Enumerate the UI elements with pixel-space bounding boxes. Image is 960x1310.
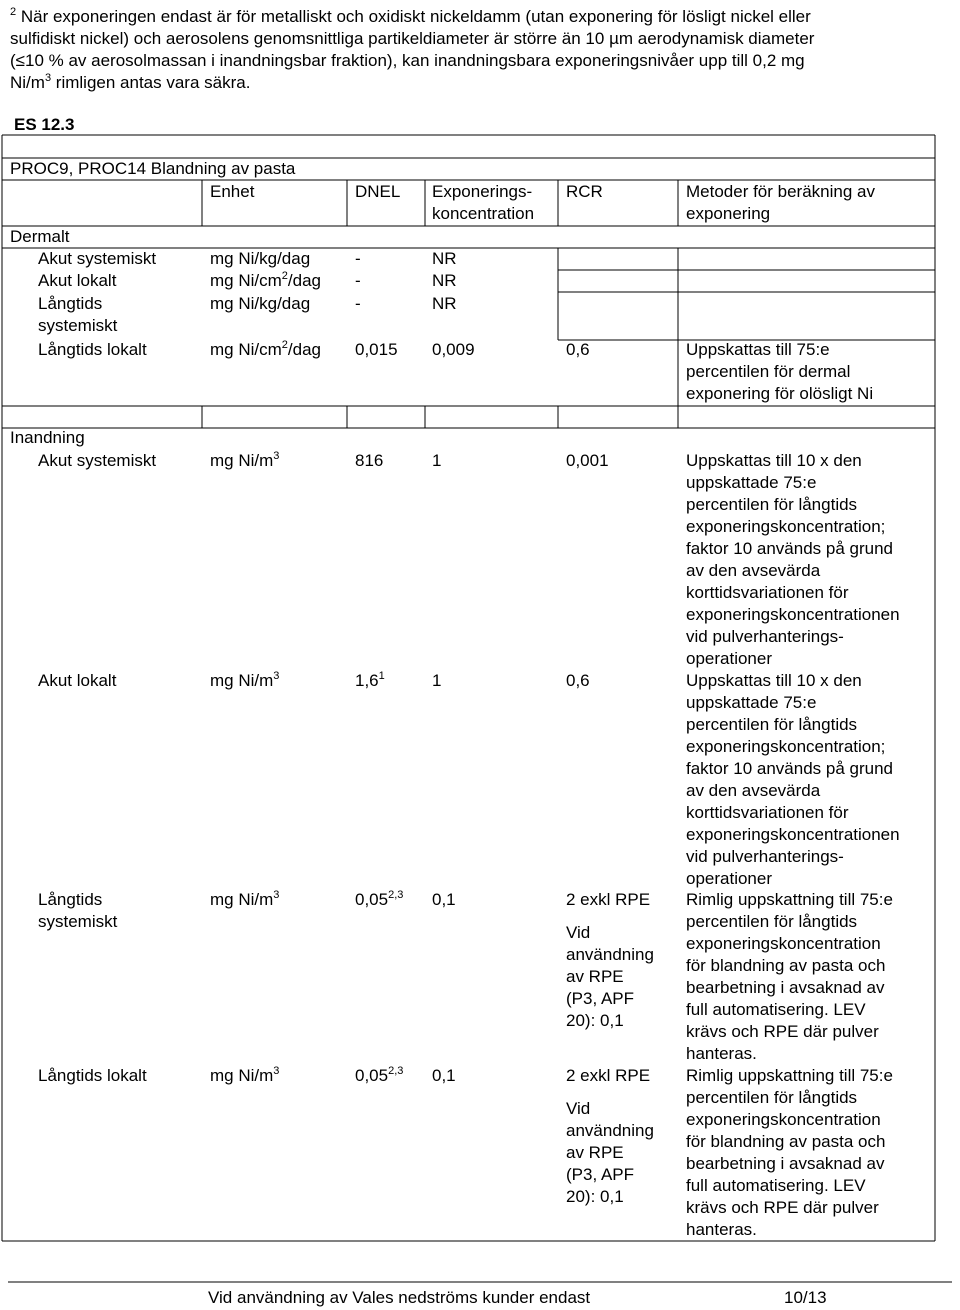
method-line: Rimlig uppskattning till 75:e — [686, 1066, 893, 1085]
method-line: uppskattade 75:e — [686, 693, 817, 712]
dnel-footnote-ref: 1 — [378, 670, 385, 682]
rcr-line: (P3, APF — [566, 989, 635, 1008]
unit-base: mg Ni/m — [210, 1066, 274, 1085]
es-title: ES 12.3 — [14, 115, 75, 134]
dermal-row-conc: NR — [432, 294, 457, 313]
section-dermal: Dermalt — [10, 227, 70, 246]
method-line: full automatisering. LEV — [686, 1000, 866, 1019]
inhalation-row-conc: 1 — [432, 671, 442, 690]
method-line: korttidsvariationen för — [686, 583, 849, 602]
unit-base: mg Ni/cm — [210, 271, 282, 290]
dermal-row-dnel: 0,015 — [355, 340, 398, 359]
inhalation-row-rcr: 0,6 — [566, 671, 590, 690]
inhalation-row-name-2: systemiskt — [38, 912, 118, 931]
footnote-text-1: När exponeringen endast är för metalliskt och oxidiskt nickeldamm (utan exponering för lösligt nickel eller — [20, 7, 811, 26]
method-line: för blandning av pasta och — [686, 956, 886, 975]
header-concentration-2: koncentration — [432, 204, 535, 223]
method-line: för blandning av pasta och — [686, 1132, 886, 1151]
method-line: korttidsvariationen för — [686, 803, 849, 822]
method-line: bearbetning i avsaknad av — [686, 978, 885, 997]
method-line: exponering för olösligt Ni — [686, 384, 874, 403]
unit-base: mg Ni/m — [210, 890, 274, 909]
inhalation-row-name: Akut systemiskt — [38, 451, 157, 470]
method-line: vid pulverhanterings- — [686, 847, 844, 866]
inhalation-row-rcr: 0,001 — [566, 451, 609, 470]
unit-sup: 3 — [273, 450, 280, 462]
method-line: operationer — [686, 869, 773, 888]
dermal-row-conc: 0,009 — [432, 340, 475, 359]
method-line: bearbetning i avsaknad av — [686, 1154, 885, 1173]
method-line: exponeringskoncentration — [686, 934, 881, 953]
unit-sup: 2 — [281, 270, 288, 282]
footnote-line-2: sulfidiskt nickel) och aerosolens genomsnittliga partikeldiameter är större än 10 µm aerodynamisk diameter — [10, 29, 815, 48]
method-line: krävs och RPE där pulver — [686, 1022, 879, 1041]
dermal-row-conc: NR — [432, 249, 457, 268]
unit-base: mg Ni/m — [210, 451, 274, 470]
header-method-1: Metoder för beräkning av — [686, 182, 875, 201]
rcr-line: av RPE — [566, 1143, 624, 1162]
method-line: percentilen för långtids — [686, 495, 858, 514]
method-line: operationer — [686, 649, 773, 668]
method-line: full automatisering. LEV — [686, 1176, 866, 1195]
dermal-row-dnel: - — [355, 294, 361, 313]
method-line: percentilen för långtids — [686, 912, 858, 931]
dnel-value: 1,6 — [355, 671, 379, 690]
method-line: Uppskattas till 75:e — [686, 340, 830, 359]
inhalation-row-dnel: 816 — [355, 451, 384, 470]
method-line: hanteras. — [686, 1220, 757, 1239]
method-line: hanteras. — [686, 1044, 757, 1063]
method-line: faktor 10 används på grund — [686, 539, 893, 558]
method-line: av den avsevärda — [686, 781, 821, 800]
dnel-footnote-ref: 2,3 — [388, 889, 404, 901]
unit-tail: /dag — [287, 271, 321, 290]
dermal-row-conc: NR — [432, 271, 457, 290]
unit-sup: 2 — [281, 339, 288, 351]
rcr-line: 2 exkl RPE — [566, 1066, 651, 1085]
inhalation-row-name: Akut lokalt — [38, 671, 117, 690]
rcr-line: 2 exkl RPE — [566, 890, 651, 909]
method-line: percentilen för långtids — [686, 715, 858, 734]
dermal-row-rcr: 0,6 — [566, 340, 590, 359]
method-line: exponeringskoncentration — [686, 1110, 881, 1129]
inhalation-row-name: Långtids lokalt — [38, 1066, 147, 1085]
dnel-value: 0,05 — [355, 1066, 389, 1085]
method-line: krävs och RPE där pulver — [686, 1198, 879, 1217]
dermal-row-name: Långtids lokalt — [38, 340, 147, 359]
footnote-marker: 2 — [10, 6, 17, 18]
inhalation-row-name-1: Långtids — [38, 890, 103, 909]
header-concentration-1: Exponerings- — [432, 182, 533, 201]
rcr-line: 20): 0,1 — [566, 1187, 624, 1206]
dnel-value: 0,05 — [355, 890, 389, 909]
rcr-line: Vid — [566, 923, 591, 942]
dermal-row-unit: mg Ni/kg/dag — [210, 294, 311, 313]
header-unit: Enhet — [210, 182, 255, 201]
es-subtitle: PROC9, PROC14 Blandning av pasta — [10, 159, 296, 178]
method-line: exponeringskoncentration; — [686, 737, 886, 756]
dnel-footnote-ref: 2,3 — [388, 1065, 404, 1077]
method-line: exponeringskoncentration; — [686, 517, 886, 536]
rcr-line: användning — [566, 1121, 654, 1140]
unit-base: mg Ni/cm — [210, 340, 282, 359]
footnote-unit-sup: 3 — [44, 72, 52, 84]
footnote-tail: rimligen antas vara säkra. — [51, 73, 251, 92]
dermal-row-name-2: systemiskt — [38, 316, 118, 335]
dermal-row-dnel: - — [355, 271, 361, 290]
inhalation-row-conc: 1 — [432, 451, 442, 470]
method-line: av den avsevärda — [686, 561, 821, 580]
footnote-line-3: (≤10 % av aerosolmassan i inandningsbar fraktion), kan inandningsbara exponeringsnivåer upp till 0,2 mg — [10, 51, 805, 70]
rcr-line: Vid — [566, 1099, 591, 1118]
rcr-line: (P3, APF — [566, 1165, 635, 1184]
dermal-row-dnel: - — [355, 249, 361, 268]
method-line: exponeringskoncentrationen — [686, 825, 900, 844]
unit-sup: 3 — [273, 670, 280, 682]
header-method-2: exponering — [686, 204, 771, 223]
header-rcr: RCR — [566, 182, 603, 201]
header-dnel: DNEL — [355, 182, 401, 201]
method-line: percentilen för dermal — [686, 362, 851, 381]
footnote-unit: Ni/m — [10, 73, 45, 92]
unit-sup: 3 — [273, 1065, 280, 1077]
rcr-line: av RPE — [566, 967, 624, 986]
unit-sup: 3 — [273, 889, 280, 901]
inhalation-row-conc: 0,1 — [432, 890, 456, 909]
unit-tail: /dag — [287, 340, 321, 359]
method-line: vid pulverhanterings- — [686, 627, 844, 646]
dermal-row-unit: mg Ni/kg/dag — [210, 249, 311, 268]
method-line: percentilen för långtids — [686, 1088, 858, 1107]
method-line: uppskattade 75:e — [686, 473, 817, 492]
method-line: faktor 10 används på grund — [686, 759, 893, 778]
dermal-row-name: Akut lokalt — [38, 271, 117, 290]
method-line: exponeringskoncentrationen — [686, 605, 900, 624]
method-line: Uppskattas till 10 x den — [686, 671, 862, 690]
rcr-line: användning — [566, 945, 654, 964]
method-line: Uppskattas till 10 x den — [686, 451, 862, 470]
dermal-row-name-1: Långtids — [38, 294, 103, 313]
method-line: Rimlig uppskattning till 75:e — [686, 890, 893, 909]
footer-text: Vid användning av Vales nedströms kunder endast — [208, 1288, 591, 1307]
inhalation-row-conc: 0,1 — [432, 1066, 456, 1085]
section-inhalation: Inandning — [10, 428, 85, 447]
page-number: 10/13 — [784, 1288, 827, 1307]
unit-base: mg Ni/m — [210, 671, 274, 690]
rcr-line: 20): 0,1 — [566, 1011, 624, 1030]
dermal-row-name: Akut systemiskt — [38, 249, 157, 268]
